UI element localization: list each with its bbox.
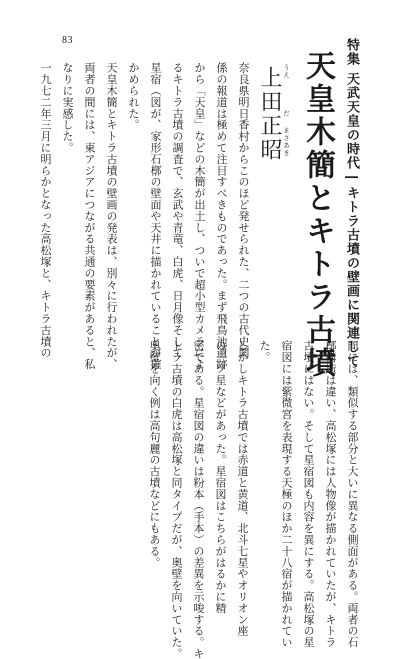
- text-line: の三ツ星などがあった。星宿図はこちらがはるかに精: [214, 340, 227, 614]
- text-line: トラ古墳の白虎は高松塚と同タイプだが、奥壁を向いていた。: [170, 340, 183, 659]
- text-line: 奈良県明日香村からこのほど発せられた、二つの古代史関: [237, 62, 250, 359]
- text-line: 槨構造は違い、高松塚には人物像が描かれていたが、キトラ: [324, 340, 337, 648]
- article-title: 天皇木簡とキトラ古墳: [300, 50, 335, 380]
- article-body-upper: [34, 62, 254, 370]
- feature-heading: [342, 38, 361, 368]
- text-line: かめられた。: [127, 62, 140, 131]
- author-ruby: だ: [282, 110, 290, 118]
- text-line: 古墳にはない。そして星宿図も内容を異にする。高松塚の星: [302, 340, 315, 648]
- author-name: 上田正昭: [257, 66, 282, 162]
- text-line: しかしキトラ古墳では赤道と黄道、北斗七星やオリオン座: [236, 340, 249, 637]
- text-line: 両者の間には、東アジアにつながる共通の要素があると、私: [83, 62, 96, 370]
- article-body-lower: [143, 340, 363, 659]
- text-line: から「天皇」などの木簡が出土し、ついで超小型カメラによ: [193, 62, 206, 370]
- text-line: 宿図には紫微宮を表現する天極のほか二十八宿が描かれてい: [280, 340, 293, 648]
- text-line: 奥壁を向く例は高句麗の古墳などにもある。: [148, 340, 161, 568]
- text-line: た。: [258, 340, 271, 363]
- text-line: なりに実感した。: [61, 62, 74, 154]
- text-line: 係の報道は極めて注目すべきものであった。まず飛鳥池遺跡: [215, 62, 228, 370]
- text-line: 一九七二年三月に明らかとなった高松塚と、キトラ古墳の: [39, 62, 52, 359]
- text-line: 天皇木簡とキトラ古墳の壁画の発表は、別々に行われたが、: [105, 62, 118, 370]
- author-ruby: まさあき: [282, 127, 290, 157]
- text-line: るキトラ古墳の調査で、玄武や青竜、白虎、日月像そして: [171, 62, 184, 359]
- text-line: 星宿（図が、家形石槨の壁面や天井に描かれていることが確: [149, 62, 162, 370]
- page-number: 83: [62, 35, 73, 46]
- text-line: 密である。星宿図の違いは粉本（手本）の差異を示唆する。キ: [192, 340, 205, 659]
- feature-label: 特集: [344, 38, 359, 66]
- text-line: 間には、類似する部分と大いに異なる側面がある。両者の石: [346, 340, 359, 648]
- author-ruby: うえ: [282, 64, 290, 79]
- feature-subtitle: 天武天皇の時代―キトラ古墳の壁画に関連して: [344, 72, 359, 368]
